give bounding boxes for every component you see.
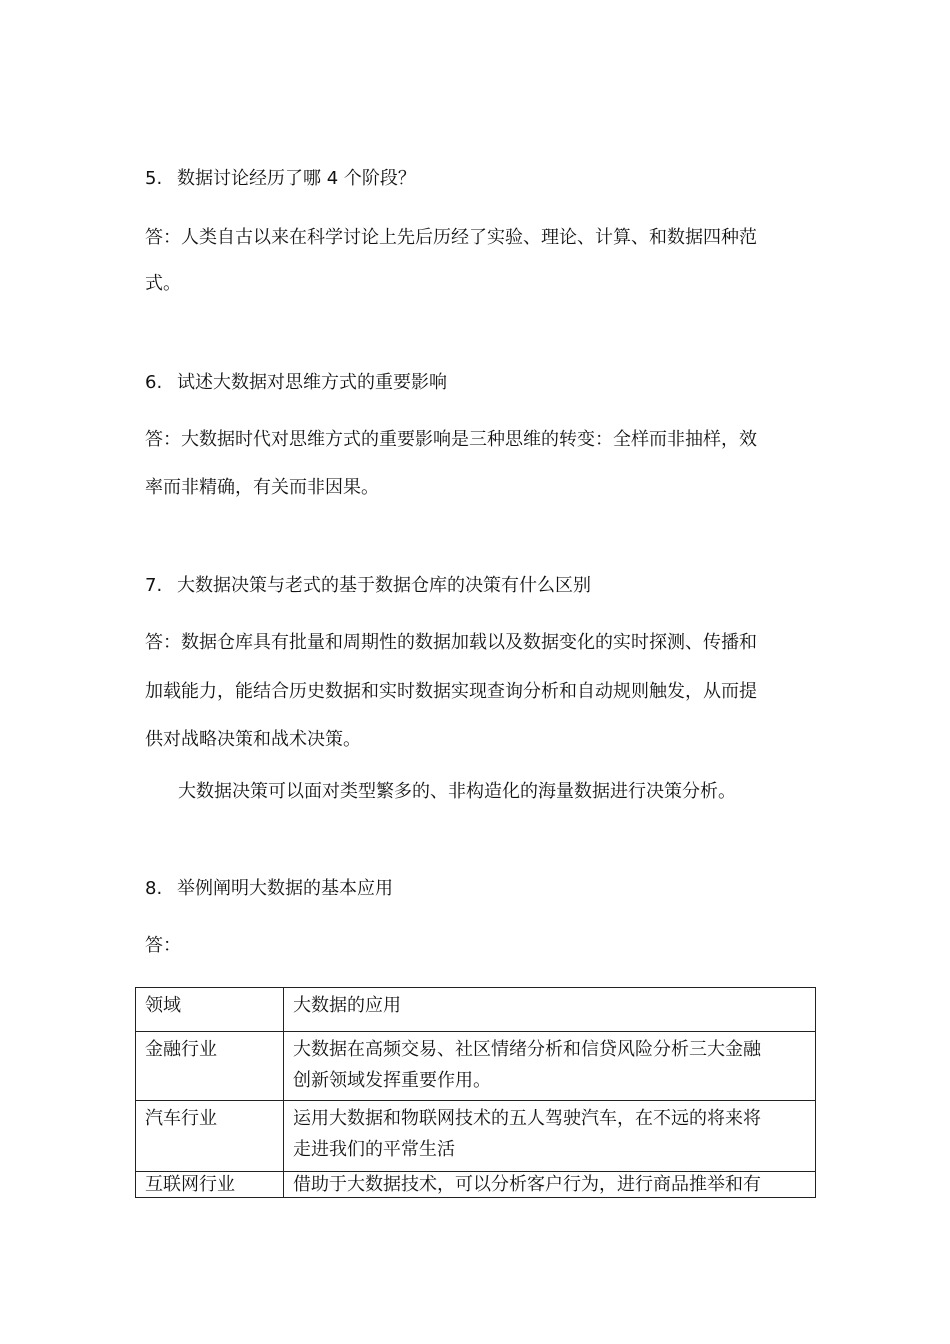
answer-7-line-2: 加载能力，能结合历史数据和实时数据实现查询分析和自动规则触发，从而提: [145, 681, 757, 702]
application-line: 走进我们的平常生活: [293, 1139, 455, 1160]
application-line: 大数据在高频交易、社区情绪分析和信贷风险分析三大金融: [293, 1039, 761, 1060]
answer-7-paragraph-2: 大数据决策可以面对类型繁多的、非构造化的海量数据进行决策分析。: [178, 781, 736, 802]
answer-5-line-2: 式。: [145, 273, 181, 294]
table-header-row: [136, 988, 816, 1032]
table-cell-field: 互联网行业: [136, 1172, 284, 1198]
answer-8-label: 答：: [145, 935, 181, 956]
table-cell-application: [284, 1172, 816, 1198]
question-8-number: 8.: [145, 878, 163, 899]
table-cell-field: 金融行业: [136, 1032, 284, 1101]
question-5-number: 5.: [145, 168, 163, 189]
answer-5-line-1: 答：人类自古以来在科学讨论上先后历经了实验、理论、计算、和数据四种范: [145, 227, 757, 248]
table-header-application: 大数据的应用: [284, 988, 816, 1032]
table-header-field: 领域: [136, 988, 284, 1032]
table-cell-application: [284, 1101, 816, 1172]
table-cell-field: 汽车行业: [136, 1101, 284, 1172]
answer-6-line-2: 率而非精确，有关而非因果。: [145, 477, 379, 498]
application-line: 借助于大数据技术，可以分析客户行为，进行商品推举和有: [293, 1174, 761, 1195]
table-row: [136, 1032, 816, 1101]
question-6: [145, 370, 447, 396]
answer-7-line-3: 供对战略决策和战术决策。: [145, 729, 361, 750]
question-7: [145, 573, 591, 599]
question-8: [145, 876, 393, 902]
question-5: [145, 166, 416, 192]
application-line: 运用大数据和物联网技术的五人驾驶汽车，在不远的将来将: [293, 1108, 761, 1129]
application-line: 创新领域发挥重要作用。: [293, 1070, 491, 1091]
question-6-text: 试述大数据对思维方式的重要影响: [177, 372, 447, 393]
answer-7-line-1: 答：数据仓库具有批量和周期性的数据加载以及数据变化的实时探测、传播和: [145, 632, 757, 653]
table-row: [136, 1101, 816, 1172]
table-cell-application: [284, 1032, 816, 1101]
question-6-number: 6.: [145, 372, 163, 393]
applications-table: [135, 987, 816, 1198]
question-7-text: 大数据决策与老式的基于数据仓库的决策有什么区别: [177, 575, 591, 596]
question-8-text: 举例阐明大数据的基本应用: [177, 878, 393, 899]
question-5-text: 数据讨论经历了哪 4 个阶段？: [177, 168, 416, 189]
table-row: [136, 1172, 816, 1198]
question-7-number: 7.: [145, 575, 163, 596]
answer-6-line-1: 答：大数据时代对思维方式的重要影响是三种思维的转变：全样而非抽样，效: [145, 429, 757, 450]
